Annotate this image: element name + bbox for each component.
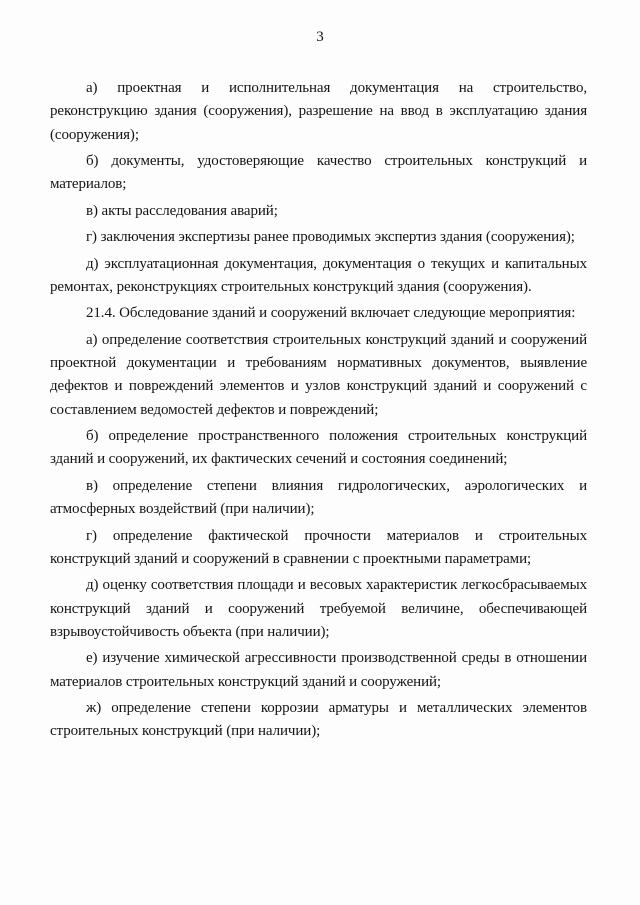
paragraph-item-b-quality-docs: б) документы, удостоверяющие качество строительных конструкций и материалов; bbox=[50, 153, 587, 193]
paragraph-measure-e-chemical-aggressiveness: е) изучение химической агрессивности производственной среды в отношении материалов строительных конструкций зданий и сооружений; bbox=[50, 650, 587, 690]
paragraph-measure-g-strength: г) определение фактической прочности материалов и строительных конструкций зданий и сооружений в сравнении с проектными параметрами; bbox=[50, 527, 587, 567]
paragraph-item-v-accident-acts: в) акты расследования аварий; bbox=[86, 202, 278, 219]
paragraph-measure-zh-corrosion: ж) определение степени коррозии арматуры и металлических элементов строительных конструкций (при наличии); bbox=[50, 700, 587, 740]
paragraph-measure-b-spatial-position: б) определение пространственного положения строительных конструкций зданий и сооружений, их фактических сечений и состояния соединений; bbox=[50, 428, 587, 468]
page-number: 3 bbox=[316, 29, 324, 45]
paragraph-item-g-expert-conclusions: г) заключения экспертизы ранее проводимых экспертиз здания (сооружения); bbox=[86, 229, 575, 246]
paragraph-item-a-project-docs: а) проектная и исполнительная документация на строительство, реконструкцию здания (сооружения), разрешение на ввод в эксплуатацию здания (сооружения); bbox=[50, 80, 587, 143]
paragraph-measure-d-lightweight-structures: д) оценку соответствия площади и весовых характеристик легкосбрасываемых конструкций зданий и сооружений требуемой величине, обеспечивающей взрывоустойчивость объекта (при наличии); bbox=[50, 577, 587, 640]
paragraph-section-21-4: 21.4. Обследование зданий и сооружений включает следующие мероприятия: bbox=[86, 305, 576, 322]
paragraph-measure-v-environment: в) определение степени влияния гидрологических, аэрологических и атмосферных воздействий (при наличии); bbox=[50, 477, 587, 518]
document-body bbox=[50, 77, 587, 747]
paragraph-measure-a-compliance: а) определение соответствия строительных конструкций зданий и сооружений проектной документации и требованиям нормативных документов, выявление дефектов и повреждений элементов и узлов конструкций зданий и сооружений с составлением ведомостей дефектов и повреждений; bbox=[50, 331, 587, 418]
paragraph-item-d-operational-docs: д) эксплуатационная документация, документация о текущих и капитальных ремонтах, реконструкциях строительных конструкций здания (сооружения). bbox=[50, 255, 587, 295]
